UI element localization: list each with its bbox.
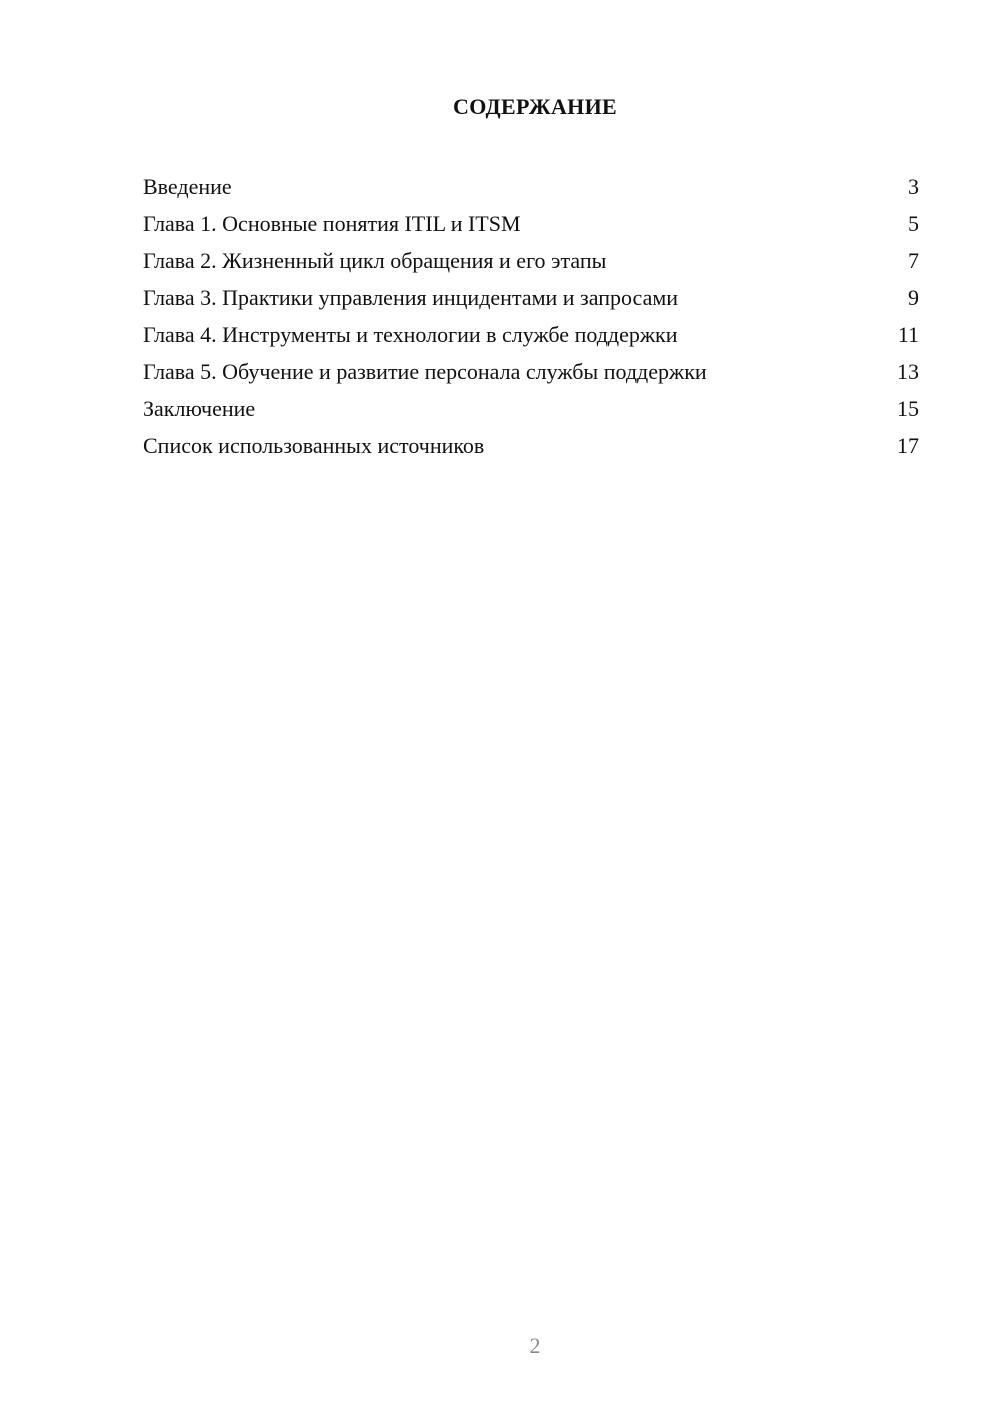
- toc-title: СОДЕРЖАНИЕ: [453, 94, 617, 119]
- table-of-contents: [143, 168, 919, 464]
- toc-entry-label: Глава 3. Практики управления инцидентами и запросами: [143, 285, 679, 310]
- toc-entry-label: Введение: [143, 174, 232, 199]
- toc-entry-label: Глава 2. Жизненный цикл обращения и его этапы: [143, 248, 607, 273]
- toc-entry-conclusion: [143, 390, 919, 427]
- toc-entry-introduction: [143, 168, 919, 205]
- toc-entry-page: 13: [897, 359, 919, 384]
- toc-entry-label: Глава 5. Обучение и развитие персонала службы поддержки: [143, 359, 707, 384]
- toc-entry-label: Заключение: [143, 396, 256, 421]
- toc-entry-label: Список использованных источников: [143, 433, 485, 458]
- toc-entry-page: 11: [897, 322, 919, 347]
- page-number: 2: [529, 1333, 541, 1358]
- toc-entry-page: 7: [908, 248, 919, 273]
- toc-entry-chapter-1: [143, 205, 919, 242]
- toc-entry-page: 17: [897, 433, 919, 458]
- toc-entry-chapter-3: [143, 279, 919, 316]
- toc-entry-page: 5: [908, 211, 919, 236]
- toc-entry-chapter-4: [143, 316, 919, 353]
- toc-entry-page: 9: [908, 285, 919, 310]
- toc-entry-label: Глава 1. Основные понятия ITIL и ITSM: [143, 211, 521, 236]
- toc-entry-chapter-2: [143, 242, 919, 279]
- toc-entry-page: 3: [908, 174, 919, 199]
- toc-entry-chapter-5: [143, 353, 919, 390]
- toc-entry-references: [143, 427, 919, 464]
- toc-entry-label: Глава 4. Инструменты и технологии в службе поддержки: [143, 322, 678, 347]
- toc-entry-page: 15: [897, 396, 919, 421]
